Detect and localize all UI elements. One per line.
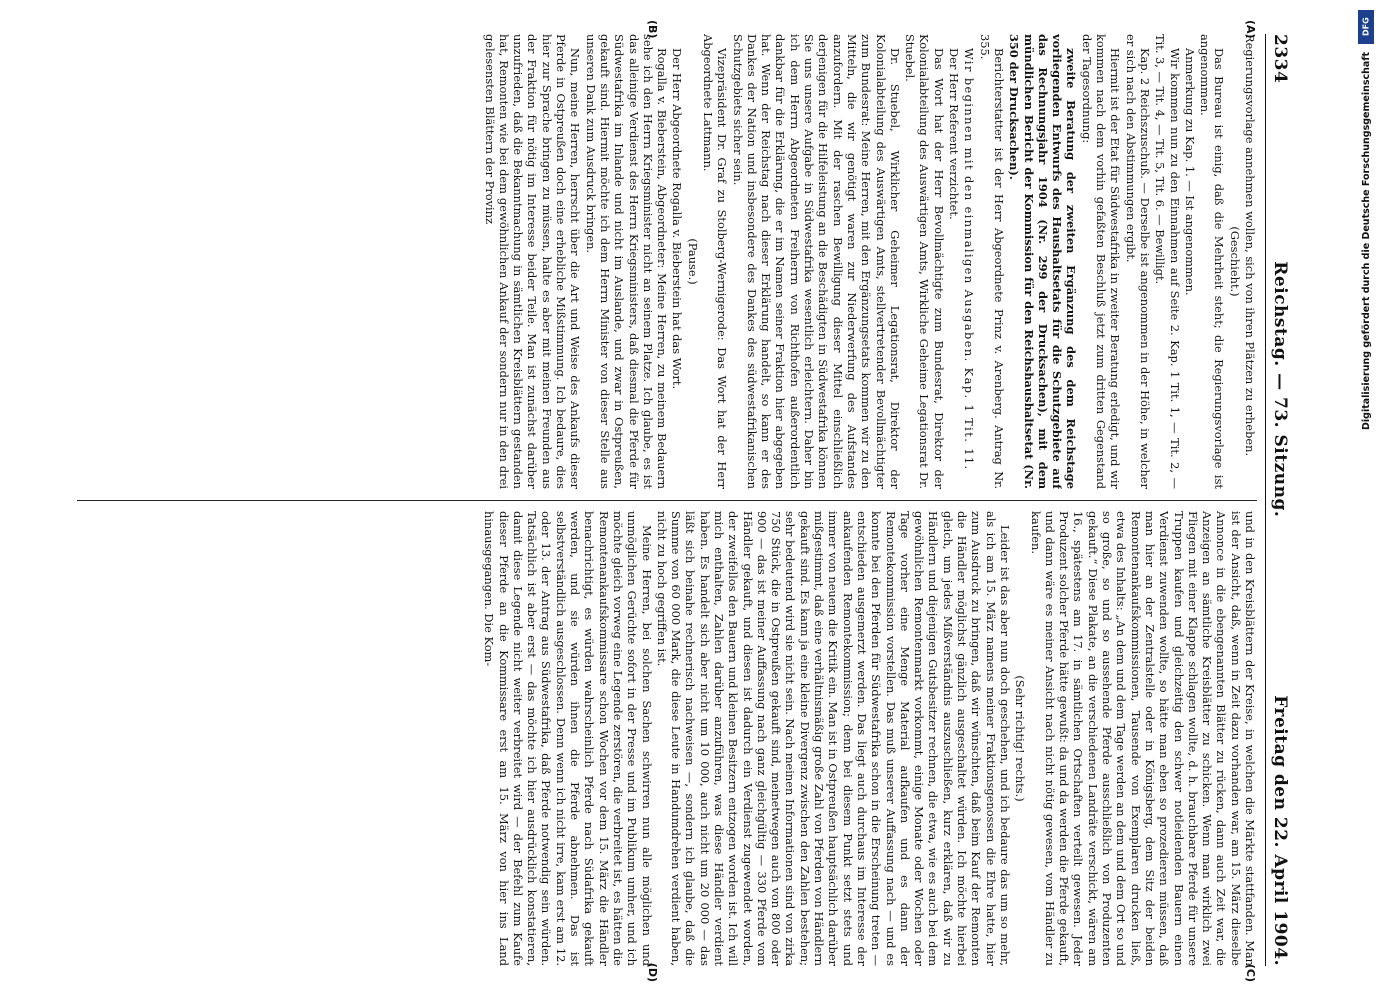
speech-rogalla: Rogalla v. Bieberstein, Abgeordneter: Meine Herren, zu meinem Bedauern sehe ich den Herrn Kriegsminister nicht an seinem Platze. Ich glaube, es ist das alleinige Verdienst des Herrn Kriegsministers, daß diesmal die Pferde für Südwestafrika im Inlande und nicht im Auslande, und zwar in Ostpreußen, gekauft sind. Hiermit möchte ich dem Herrn Minister von dieser Stelle aus unseren Dank zum Ausdruck bringen. xyxy=(583,34,670,489)
right-column xyxy=(77,511,1257,966)
margin-marker-d: (D) xyxy=(646,962,659,982)
paragraph: (Geschieht.) xyxy=(1227,226,1242,297)
agenda-item: zweite Beratung der zweiten Ergänzung des dem Reichstage vorliegenden Entwurfs des Haushaltsetats für die Schutzgebiete auf das Rechnungsjahr 1904 (Nr. 299 der Drucksachen), mit dem mündlichen Bericht der Kommission für den Reichshaushaltsetat (Nr. 350 der Drucksachen). xyxy=(1007,34,1079,489)
margin-marker-c: (C) xyxy=(1244,963,1257,982)
page-header xyxy=(1265,34,1290,966)
dfg-logo: DFG xyxy=(1358,10,1374,44)
left-column xyxy=(77,34,1257,489)
paragraph: Anmerkung zu Kap. 1. — Ist angenommen. xyxy=(1182,48,1197,296)
paragraph: Das Bureau ist einig, daß die Mehrheit steht; die Regierungsvorlage ist angenommen. xyxy=(1198,34,1227,489)
paragraph: Wir beginnen mit den einmaligen Ausgaben. Kap. 1 Tit. 11. xyxy=(962,48,977,471)
paragraph: Der Herr Abgeordnete Rogalla v. Bieberstein hat das Wort. xyxy=(670,48,685,390)
column-divider xyxy=(77,500,1257,501)
paragraph: (Sehr richtig! rechts.) xyxy=(1013,675,1028,802)
paragraph: (Pause.) xyxy=(685,238,700,285)
paragraph: Nun, meine Herren, herrscht über die Art und Weise des Ankaufs dieser Pferde in Ostpreußen doch eine erhebliche Mißstimmung. Ich bedaure, dies hier zur Sprache bringen zu müssen, halte es aber mit meinen Freunden aus der Fraktion für nötig im Interesse beider Teile. Man ist zunächst darüber unzufrieden, daß die Bekanntmachung in sämtlichen Kreisblättern gestanden hat, Remonten wie bei dem gewöhnlichen Ankauf der sondern nur in den drei gelesensten Blättern der Provinz xyxy=(482,34,583,489)
paragraph: Regierungsvorlage annehmen wollen, sich von ihren Plätzen zu erheben. xyxy=(1243,34,1257,457)
paragraph: Der Herr Referent verzichtet. xyxy=(947,48,962,220)
margin-marker-a: (A) xyxy=(1244,20,1257,39)
text-columns xyxy=(77,20,1257,982)
paragraph: Meine Herren, bei solchen Sachen schwirren nun alle möglichen und unmöglichen Gerüchte sofort in der Presse und im Publikum umher, und ich möchte gleich vorweg eine Legende zerstören, die verbreitet ist, es hätten die Remontenankaufskommissare schon Wochen vor dem 15. März die Händler benachrichtigt, es würden wahrscheinlich Pferde nach Südafrika gekauft werden, und sie würden ihnen die Pferde abnehmen. Das ist selbstverständlich ausgeschlossen. Denn wenn ich nicht irre, kam erst am 12. oder 13. der Antrag aus Südwestafrika, daß Pferde notwendig sein würden. Tatsächlich ist aber erst — das möchte ich hier ausdrücklich konstatieren, damit diese Legende nicht weiter verbreitet wird — der Befehl zum Kaufe dieser Pferde an die Kommissare erst am 15. März von hier ins Land hinausgegangen. Die Kom- xyxy=(482,511,654,966)
paragraph: Vizepräsident Dr. Graf zu Stolberg-Wernigerode: Das Wort hat der Herr Abgeordnete Lattmann. xyxy=(701,34,730,489)
paragraph: und in den Kreisblättern der Kreise, in welchen die Märkte stattfanden. Man ist der Ansicht, daß, wenn in Zeit dazu vorhanden war, am 15. März dieselbe Annonce in die ebengenannten Blätter zu rücken, dann auch Zeit war, die Anzeigen an sämtliche Kreisblätter zu schicken. Wenn man wirklich zwei Fliegen mit einer Klappe schlagen wollte, d. h. brauchbare Pferde für unsere Truppen kaufen und gleichzeitig den schwer notleidenden Bauern einen Verdienst zuwenden wollte, so hätte man eben so prozedieren müssen, daß man hier an der Zentralstelle oder in Königsberg, dem Sitz der beiden Remontenankaufskommissionen, Tausende von Exemplaren drucken ließ, etwa des Inhalts: „An dem und dem Tage werden an dem und dem Ort so und so große, so und so aussehende Pferde ausschließlich von Produzenten gekauft.“ Diese Plakate, an die verschiedenen Landräte verschickt, wären am 16., spätestens am 17. in sämtlichen Ortschaften verteilt gewesen. Jeder Produzent solcher Pferde hätte gewußt: da und da werden die Pferde gekauft, und dann wäre es meiner Ansicht nach nicht nötig gewesen, vom Händler zu kaufen. xyxy=(1028,511,1257,966)
page-title: Reichstag. — 73. Sitzung. xyxy=(1270,261,1290,518)
speech-stuebel: Dr. Stuebel, Wirklicher Geheimer Legationsrat, Direktor der Kolonialabteilung des Auswärtigen Amts, stellvertretender Bevollmächtigter zum Bundesrat: Meine Herren, mit den Ergänzungsetats kommen wir zu den Mitteln, die wir genötigt waren zur Niederwerfung des Aufstandes anzufordern. Mit der raschen Bewilligung dieser Mittel einschließlich derjenigen für die Hilfeleistung an die Beschädigten in Südwestafrika können Sie uns unsere Aufgabe in Südwestafrika wesentlich erleichtern. Daher bin ich dem Herrn Abgeordneten Freiherrn von Richthofen außerordentlich dankbar für die Erklärung, die er im Namen seiner Fraktion hier abgegeben hat. Wenn der Reichstag nach dieser Erklärung handelt, so kann er des Dankes der Nation und insbesondere des Dankes des südwestafrikanischen Schutzgebiets sicher sein. xyxy=(730,34,902,489)
margin-marker-b: (B) xyxy=(646,20,659,39)
paragraph: Leider ist das aber nun doch geschehen, und ich bedaure das um so mehr, als ich am 15. März namens meiner Fraktionsgenossen die Ehre hatte, hier zum Ausdruck zu bringen, daß wir wünschten, daß beim Kauf der Remonten die Händler möglichst gänzlich ausgeschaltet würden. Ich möchte hierbei gleich, um jedes Mißverständnis auszuschließen, kurz erklären, daß wir zu Händlern und diejenigen Gutsbesitzer rechnen, die etwa, wie es auch bei dem gewöhnlichen Remontenmarkt vorkommt, einige Monate oder Wochen oder Tage vorher eine Menge Material aufkaufen und es dann der Remontekommission vorstellen. Das muß unserer Auffassung nach — und es konnte bei den Pferden für Südwestafrika schon in die Erscheinung treten — entschieden ausgemerzt werden. Das liegt auch durchaus im Interesse der ankaufenden Remontekommission; denn bei diesem Punkt setzt stets und immer von neuem die Kritik ein. Man ist in Ostpreußen hauptsächlich darüber mißgestimmt, daß eine verhältnismäßig große Zahl von Pferden von Händlern gekauft sind. Es kann ja eine kleine Divergenz zwischen den Zahlen bestehen; sehr bedeutend wird sie nicht sein. Nach meinen Informationen sind von zirka 750 Stück, die in Ostpreußen gekauft sind, meinetwegen auch von 800 oder 900 — das ist meiner Auffassung nach ganz gleichgültig — 330 Pferde vom Händler gekauft, und diesen ist dadurch ein Verdienst zugewendet worden, der zweifellos den Bauern und kleinen Besitzern entzogen worden ist. Ich will mich enthalten, Zahlen darüber anzuführen, was diese Händler verdient haben. Es handelt sich aber nicht um 10 000, auch nicht um 20 000 — das läßt sich beinahe rechnerisch nachweisen —, sondern ich glaube, daß die Summe von 60 000 Mark, die diese Leute in Handumdrehen verdient haben, nicht zu hoch gegriffen ist. xyxy=(654,511,1012,966)
paragraph: Kap. 2 Reichszuschuß. — Derselbe ist angenommen in der Höhe, in welcher er sich nach den Abstimmungen ergibt. xyxy=(1123,34,1152,489)
paragraph: Berichterstatter ist der Herr Abgeordnete Prinz v. Arenberg. Antrag Nr. 355. xyxy=(977,34,1006,489)
paragraph: Das Wort hat der Herr Bevollmächtigte zum Bundesrat, Direktor der Kolonialabteilung des Auswärtigen Amts, Wirkliche Geheime Legationsrat Dr. Stuebel. xyxy=(903,34,946,489)
paragraph: Wir kommen nun zu den Einnahmen auf Seite 2. Kap. 1 Tit. 1, — Tit. 2, — Tit. 3, — Tit. 4, — Tit. 5, Tit. 6. — Bewilligt. xyxy=(1153,34,1182,489)
digitization-note xyxy=(1356,10,1376,990)
page-number: 2334 xyxy=(1270,34,1290,84)
paragraph: Hiermit ist der Etat für Südwestafrika in zweiter Beratung erledigt, und wir kommen nach dem vorhin gefaßten Beschluß jetzt zum dritten Gegenstand der Tagesordnung: xyxy=(1079,34,1123,489)
rotated-page xyxy=(60,20,1300,980)
digitization-text: Digitalisierung gefördert durch die Deutsche Forschungsgemeinschaft xyxy=(1360,52,1372,430)
page-date: Freitag den 22. April 1904. xyxy=(1270,695,1290,966)
